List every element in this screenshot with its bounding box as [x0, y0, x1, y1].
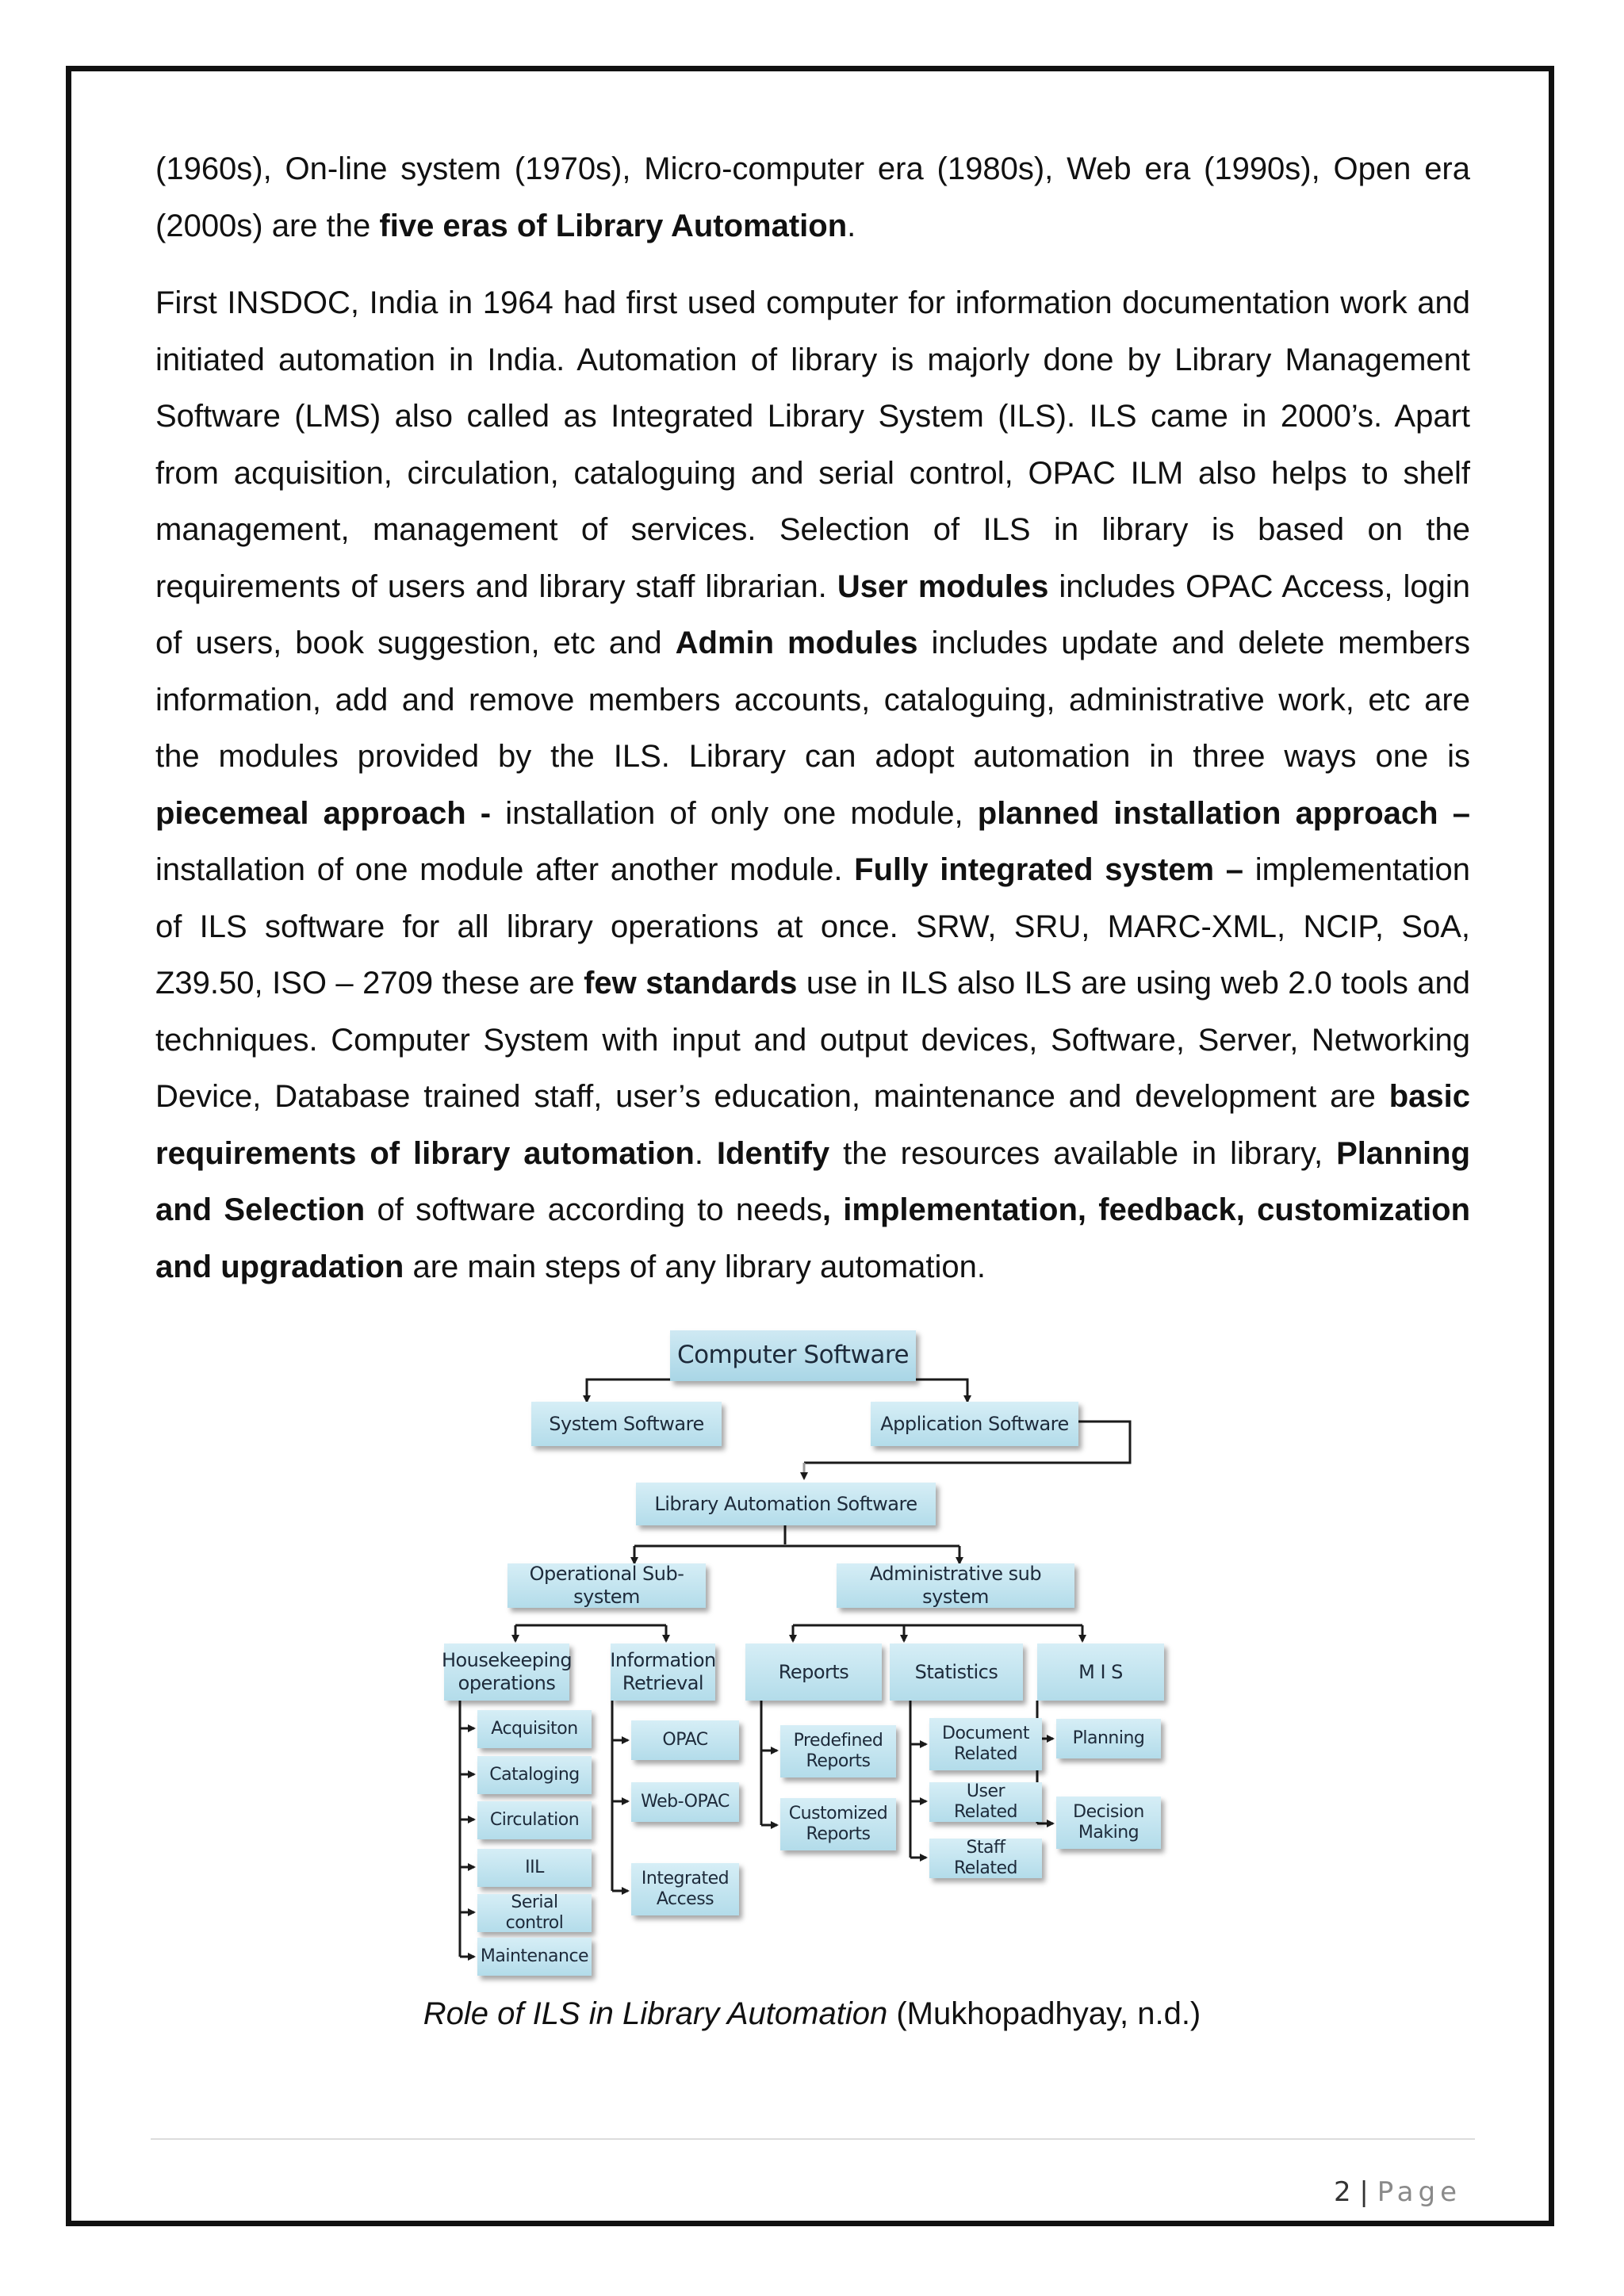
node-circulation: Circulation: [477, 1801, 592, 1839]
bold-run: five eras of Library Automation: [379, 208, 848, 243]
node-web-opac: Web-OPAC: [631, 1782, 739, 1822]
node-housekeeping: Housekeeping operations: [444, 1644, 569, 1701]
text-run: (1960s), On-line system (1970s), Micro-computer era (1980s), Web era (1990s), Open era (2000s) are the: [155, 151, 1470, 243]
caption-title: Role of ILS in Library Automation: [423, 1996, 888, 2031]
bold-run: User modules: [837, 568, 1049, 604]
node-decision-making: Decision Making: [1056, 1797, 1161, 1849]
text-run: First INSDOC, India in 1964 had first used computer for information documentation work and initiated automation in India. Automation of library is majorly done by Library Management Software (LMS) also called as Integrated Library System (ILS). ILS came in 2000’s. Apart from acquisition, circulation, cataloguing and serial control, OPAC ILM also helps to shelf management, management of services. Selection of ILS in library is based on the requirements of users and library staff librarian.: [155, 285, 1470, 604]
page-footer: [1334, 2176, 1461, 2208]
node-statistics: Statistics: [890, 1644, 1023, 1701]
bold-run: , implementation, feedback, customization and upgradation: [155, 1192, 1470, 1284]
text-run: .: [694, 1135, 717, 1171]
text-run: installation of one module after another module.: [155, 852, 855, 887]
paragraph-eras: [155, 141, 1470, 254]
text-run: the resources available in library,: [829, 1135, 1337, 1171]
bold-run: piecemeal approach -: [155, 795, 492, 831]
footer-separator: |: [1350, 2176, 1377, 2208]
node-acquisition: Acquisiton: [477, 1710, 592, 1748]
bold-run: Admin modules: [675, 626, 918, 660]
node-iil: IIL: [477, 1849, 592, 1887]
text-run: implementation of ILS software for all library operations at once. SRW, SRU, MARC-XML, NCIP, SoA, Z39.50, ISO – 2709 these are: [155, 852, 1471, 1001]
caption-source: (Mukhopadhyay, n.d.): [887, 1996, 1201, 2031]
ils-hierarchy-diagram: [428, 1316, 1205, 1998]
node-predefined-reports: Predefined Reports: [780, 1725, 896, 1777]
node-staff-related: Staff Related: [929, 1839, 1042, 1878]
bold-run: Planning and Selection: [155, 1135, 1471, 1227]
node-customized-reports: Customized Reports: [780, 1798, 896, 1850]
node-administrative-subsystem: Administrative sub system: [837, 1563, 1074, 1608]
node-planning: Planning: [1056, 1719, 1161, 1758]
bold-run: few standards: [584, 966, 798, 1001]
body-text: [155, 141, 1470, 1316]
node-integrated-access: Integrated Access: [631, 1863, 739, 1915]
node-information-retrieval: Information Retrieval: [611, 1644, 715, 1701]
node-document-related: Document Related: [929, 1718, 1042, 1770]
text-run: includes update and delete members information, add and remove members accounts, cataloguing, administrative work, etc are the modules provided by the ILS. Library can adopt automation in three ways one is: [155, 626, 1471, 774]
bold-run: basic requirements of library automation: [155, 1079, 1470, 1171]
text-run: installation of only one module,: [491, 795, 978, 831]
text-run: of software according to needs: [365, 1192, 822, 1227]
node-cataloging: Cataloging: [477, 1756, 592, 1794]
node-operational-subsystem: Operational Sub-system: [508, 1563, 706, 1608]
node-opac: OPAC: [631, 1720, 739, 1760]
footer-rule: [151, 2138, 1475, 2140]
paragraph-ils: [155, 275, 1470, 1295]
text-run: .: [847, 208, 856, 243]
figure-caption: [0, 1996, 1624, 2032]
node-system-software: System Software: [531, 1402, 722, 1446]
bold-run: Fully integrated system –: [854, 852, 1244, 887]
text-run: use in ILS also ILS are using web 2.0 tools and techniques. Computer System with input and output devices, Software, Server, Networking Device, Database trained staff, user’s education, maintenance and development are: [155, 966, 1471, 1114]
node-library-automation-software: Library Automation Software: [636, 1483, 936, 1525]
node-maintenance: Maintenance: [477, 1938, 592, 1976]
text-run: are main steps of any library automation.: [404, 1249, 986, 1284]
node-application-software: Application Software: [871, 1402, 1078, 1446]
node-serial-control: Serial control: [477, 1894, 592, 1932]
node-computer-software: Computer Software: [670, 1330, 916, 1381]
text-run: includes OPAC Access, login of users, book suggestion, etc and: [155, 568, 1470, 660]
node-user-related: User Related: [929, 1782, 1042, 1822]
bold-run: planned installation approach –: [977, 795, 1470, 831]
page-number: 2: [1333, 2176, 1351, 2208]
node-reports: Reports: [745, 1644, 882, 1701]
bold-run: Identify: [716, 1135, 830, 1171]
node-mis: M I S: [1037, 1644, 1164, 1701]
page-label: Page: [1377, 2176, 1461, 2208]
